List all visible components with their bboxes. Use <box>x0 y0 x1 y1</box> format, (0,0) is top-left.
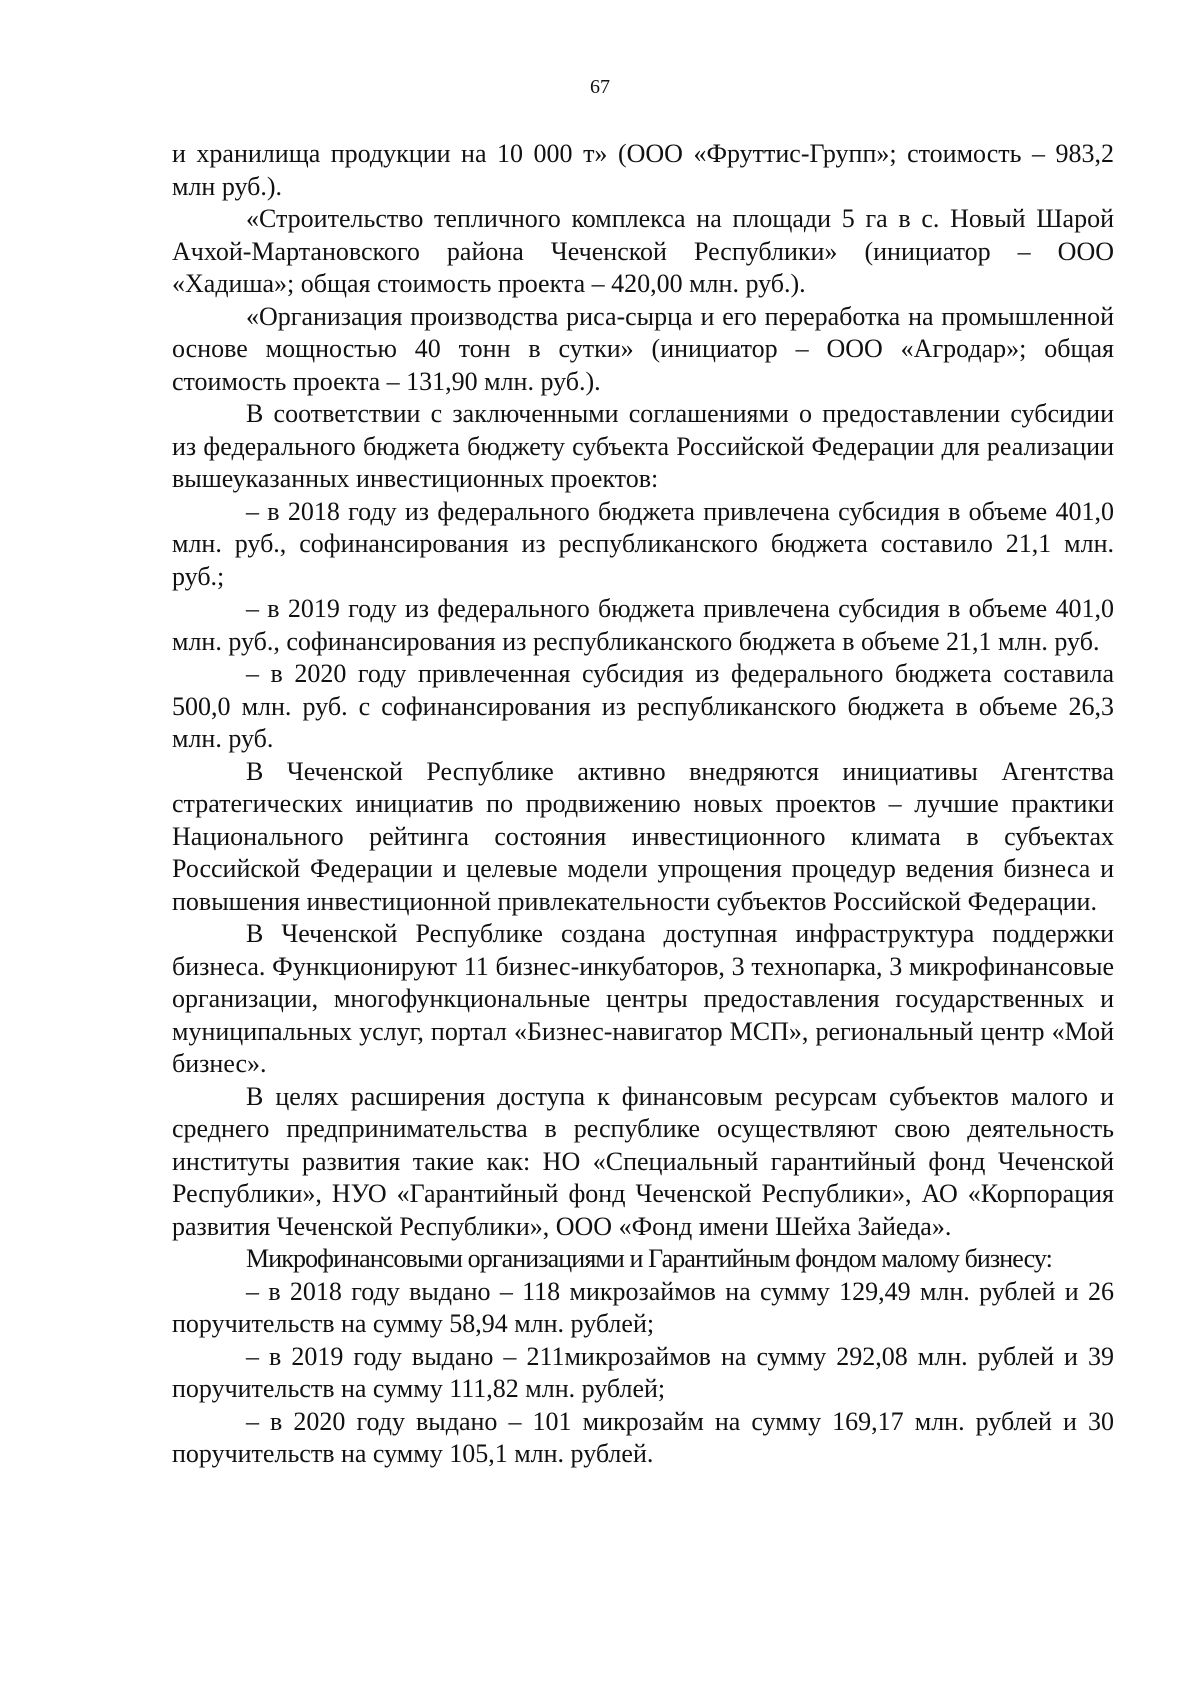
paragraph-4: В соответствии с заключенными соглашениями о предоставлении субсидии из федерального бюджета бюджету субъекта Российской Федерации для реализации вышеуказанных инвестиционных проектов: <box>172 399 1114 493</box>
paragraph-8: В Чеченской Республике активно внедряются инициативы Агентства стратегических инициатив по продвижению новых проектов – лучшие практики Национального рейтинга состояния инвестиционного климата в субъектах Российской Федерации и целевые модели упрощения процедур ведения бизнеса и повышения инвестиционной привлекательности субъектов Российской Федерации. <box>172 756 1114 916</box>
document-body <box>172 138 1114 1471</box>
list-item-subsidy-2018: – в 2018 году из федерального бюджета привлечена субсидия в объеме 401,0 млн. руб., софинансирования из республиканского бюджета составило 21,1 млн. руб.; <box>172 496 1114 591</box>
list-item-loans-2019: – в 2019 году выдано – 211микрозаймов на сумму 292,08 млн. рублей и 39 поручительств на сумму 111,82 млн. рублей; <box>172 1341 1114 1403</box>
paragraph-3: «Организация производства риса-сырца и его переработка на промышленной основе мощностью 40 тонн в сутки» (инициатор – ООО «Агродар»; общая стоимость проекта – 131,90 млн. руб.). <box>172 301 1114 396</box>
paragraph-11: Микрофинансовыми организациями и Гарантийным фондом малому бизнесу: <box>246 1244 1052 1273</box>
list-item-loans-2020: – в 2020 году выдано – 101 микрозайм на сумму 169,17 млн. рублей и 30 поручительств на сумму 105,1 млн. рублей. <box>172 1406 1114 1468</box>
list-item-loans-2018: – в 2018 году выдано – 118 микрозаймов на сумму 129,49 млн. рублей и 26 поручительств на сумму 58,94 млн. рублей; <box>172 1276 1114 1338</box>
paragraph-1: и хранилища продукции на 10 000 т» (ООО «Фруттис-Групп»; стоимость – 983,2 млн руб.). <box>172 139 1114 201</box>
page-number: 67 <box>590 76 610 98</box>
list-item-subsidy-2020: – в 2020 году привлеченная субсидия из федерального бюджета составила 500,0 млн. руб. с софинансирования из республиканского бюджета в объеме 26,3 млн. руб. <box>172 659 1114 753</box>
paragraph-9: В Чеченской Республике создана доступная инфраструктура поддержки бизнеса. Функционируют 11 бизнес-инкубаторов, 3 технопарка, 3 микрофинансовые организации, многофункциональные центры предоставления государственных и муниципальных услуг, портал «Бизнес-навигатор МСП», региональный центр «Мой бизнес». <box>172 919 1114 1078</box>
paragraph-2: «Строительство тепличного комплекса на площади 5 га в с. Новый Шарой Ачхой-Мартановского района Чеченской Республики» (инициатор – ООО «Хадиша»; общая стоимость проекта – 420,00 млн. руб.). <box>172 204 1114 298</box>
paragraph-10: В целях расширения доступа к финансовым ресурсам субъектов малого и среднего предпринимательства в республике осуществляют свою деятельность институты развития такие как: НО «Специальный гарантийный фонд Чеченской Республики», НУО «Гарантийный фонд Чеченской Республики», АО «Корпорация развития Чеченской Республики», ООО «Фонд имени Шейха Зайеда». <box>172 1081 1114 1241</box>
list-item-subsidy-2019: – в 2019 году из федерального бюджета привлечена субсидия в объеме 401,0 млн. руб., софинансирования из республиканского бюджета в объеме 21,1 млн. руб. <box>172 594 1114 656</box>
